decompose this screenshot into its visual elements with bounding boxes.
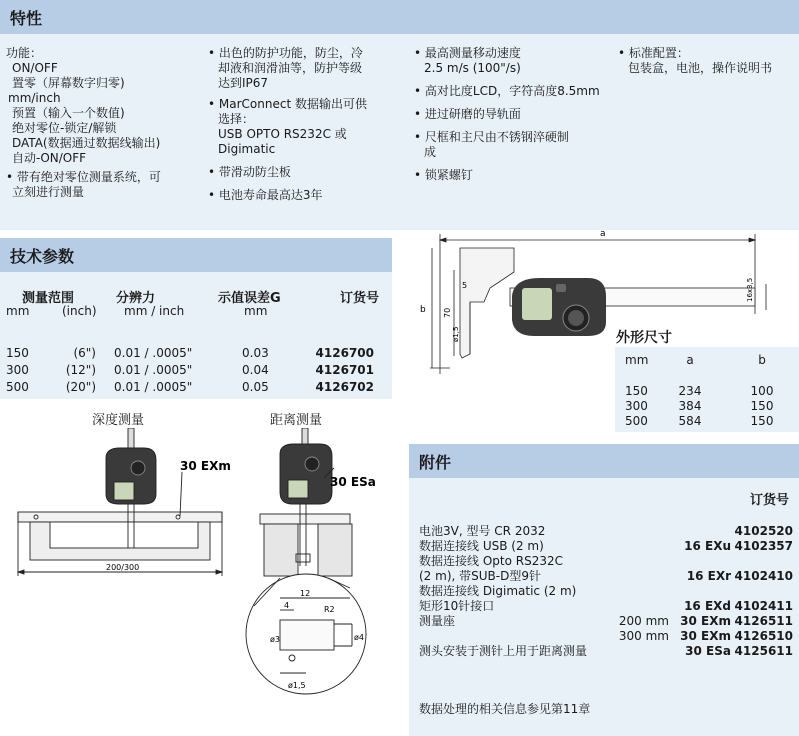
acc-name: 测量座 xyxy=(419,614,456,628)
dim-header: b xyxy=(758,353,766,367)
dim-header: a xyxy=(686,353,694,367)
list-item xyxy=(419,643,793,658)
feature-line: 成 xyxy=(424,145,437,159)
th-order: 订货号 xyxy=(340,291,380,306)
cell-res: 0.01 / .0005" xyxy=(114,345,193,360)
unit-err: mm xyxy=(244,304,268,318)
dim-b-label: b xyxy=(420,305,426,315)
table-row xyxy=(0,378,392,395)
accessories-title: 附件 xyxy=(419,452,452,472)
acc-order: 4102411 xyxy=(734,598,793,613)
dim-cell: 500 xyxy=(625,413,648,428)
accessories-note: 数据处理的相关信息参见第11章 xyxy=(419,702,591,716)
features-col4 xyxy=(618,46,772,76)
acc-size: 200 mm xyxy=(618,613,669,628)
depth-title: 深度测量 xyxy=(92,413,145,428)
cell-err: 0.05 xyxy=(242,379,269,394)
cell-err: 0.04 xyxy=(242,362,269,377)
dim-cell: 100 xyxy=(750,383,774,398)
feature-line: • 进过研磨的导轨面 xyxy=(414,107,521,121)
acc-name: (2 m), 带SUB-D型9针 xyxy=(419,569,541,583)
acc-size: 300 mm xyxy=(618,628,669,643)
dim-cell: 234 xyxy=(678,383,702,398)
accessories-list xyxy=(419,523,793,658)
cell-mm: 150 xyxy=(6,345,29,360)
dim-cell: 150 xyxy=(750,413,774,428)
feature-line: 却液和润滑油等，防护等级 xyxy=(218,61,363,75)
acc-name: 电池3V, 型号 CR 2032 xyxy=(419,524,546,538)
dim-cell: 584 xyxy=(678,413,702,428)
acc-name: 测头安装于测针上用于距离测量 xyxy=(419,644,588,658)
feature-line: 包装盒，电池，操作说明书 xyxy=(628,61,773,75)
detail-12: 12 xyxy=(300,589,311,598)
th-range: 测量范围 xyxy=(22,291,75,306)
feature-line: 功能： xyxy=(6,46,43,60)
feature-line: • 带滑动防尘板 xyxy=(208,165,291,179)
th-error: 示值误差G xyxy=(218,291,281,306)
feature-line: • MarConnect 数据输出可供 xyxy=(208,97,367,111)
dim-table xyxy=(615,351,799,428)
acc-code: 16 EXr xyxy=(686,568,731,583)
feature-line: 自动-ON/OFF xyxy=(12,151,87,165)
acc-order-header: 订货号 xyxy=(750,493,790,508)
feature-line: USB OPTO RS232C 或 xyxy=(218,127,347,141)
exm-label: 30 EXm xyxy=(180,459,231,473)
cell-order: 4126700 xyxy=(315,345,374,360)
acc-name: 矩形10针接口 xyxy=(419,599,495,613)
dim-5-label: 5 xyxy=(462,281,468,290)
feature-line: 2.5 m/s (100"/s) xyxy=(424,61,521,75)
table-row xyxy=(615,351,799,369)
features-col3 xyxy=(414,46,600,183)
table-row xyxy=(615,383,799,398)
acc-name: 数据连接线 USB (2 m) xyxy=(419,539,544,553)
tech-table xyxy=(0,344,392,395)
detail-d15: ø1,5 xyxy=(288,681,306,690)
tech-title: 技术参数 xyxy=(10,246,75,266)
list-item xyxy=(419,538,793,553)
th-resolution: 分辨力 xyxy=(116,291,156,306)
list-item xyxy=(419,583,793,598)
list-item xyxy=(419,613,793,628)
list-item xyxy=(419,598,793,613)
acc-order: 4126511 xyxy=(734,613,793,628)
acc-order: 4126510 xyxy=(734,628,793,643)
tech-header xyxy=(0,238,392,272)
feature-line: • 带有绝对零位测量系统，可 xyxy=(6,170,161,184)
feature-line: • 尺框和主尺由不锈钢淬硬制 xyxy=(414,130,569,144)
accessories-header xyxy=(409,444,799,478)
detail-d3: ø3 xyxy=(270,635,280,644)
list-item xyxy=(419,523,793,538)
acc-order: 4125611 xyxy=(734,643,793,658)
features-col1 xyxy=(6,46,161,200)
unit-mm: mm xyxy=(6,304,30,318)
dim-70-label: 70 xyxy=(443,307,452,318)
feature-line: 预置（输入一个数值) xyxy=(12,106,125,120)
feature-line: ON/OFF xyxy=(12,61,58,75)
distance-title: 距离测量 xyxy=(270,413,323,428)
cell-mm: 300 xyxy=(6,362,29,377)
esa-label: 30 ESa xyxy=(330,475,376,489)
cell-inch: (20") xyxy=(65,379,96,394)
list-item xyxy=(419,628,793,643)
feature-line: 绝对零位-锁定/解锁 xyxy=(12,121,117,135)
feature-line: 立刻进行测量 xyxy=(12,185,85,199)
cell-order: 4126702 xyxy=(315,379,374,394)
features-title: 特性 xyxy=(10,8,43,28)
list-item xyxy=(419,568,793,583)
feature-line: • 锁紧螺钉 xyxy=(414,168,473,182)
feature-line: 达到IP67 xyxy=(218,76,269,90)
detail-d4: ø4 xyxy=(354,633,364,642)
feature-line: DATA(数据通过数据线输出) xyxy=(12,136,161,150)
acc-code: 30 EXm xyxy=(680,613,731,628)
dim-header: mm xyxy=(625,353,649,367)
acc-code: 16 EXd xyxy=(684,598,731,613)
feature-line: • 出色的防护功能，防尘，冷 xyxy=(208,46,363,60)
acc-name: 数据连接线 Opto RS232C xyxy=(419,554,563,568)
cell-res: 0.01 / .0005" xyxy=(114,379,193,394)
feature-line: • 标准配置： xyxy=(618,46,689,60)
feature-line: 置零（屏幕数字归零) xyxy=(12,76,125,90)
feature-line: • 高对比度LCD，字符高度8.5mm xyxy=(414,84,600,98)
table-row xyxy=(0,344,392,361)
dim-15-label: ø1,5 xyxy=(452,326,460,342)
cell-inch: (12") xyxy=(65,362,96,377)
dim-cell: 384 xyxy=(678,398,702,413)
cell-res: 0.01 / .0005" xyxy=(114,362,193,377)
detail-r2: R2 xyxy=(324,605,335,614)
table-row xyxy=(615,398,799,413)
dim-16-label: 16x3,5 xyxy=(746,277,754,302)
unit-inch: (inch) xyxy=(62,304,97,318)
features-header xyxy=(0,0,799,34)
table-row xyxy=(0,361,392,378)
feature-line: 选择： xyxy=(218,112,255,126)
acc-order: 4102410 xyxy=(734,568,793,583)
depth-diagram xyxy=(10,428,240,578)
acc-name: 数据连接线 Digimatic (2 m) xyxy=(419,584,577,598)
acc-order: 4102520 xyxy=(734,523,793,538)
dimensions-title: 外形尺寸 xyxy=(616,330,672,346)
dim-a-label: a xyxy=(600,229,606,239)
dim-cell: 150 xyxy=(750,398,774,413)
dim-cell: 300 xyxy=(625,398,648,413)
caliper-body xyxy=(512,278,606,336)
dim-cell: 150 xyxy=(625,383,648,398)
acc-code: 30 EXm xyxy=(680,628,731,643)
cell-inch: (6") xyxy=(73,345,96,360)
unit-res: mm / inch xyxy=(124,304,185,318)
distance-diagram xyxy=(240,428,405,734)
list-item xyxy=(419,553,793,568)
detail-4a: 4 xyxy=(284,601,290,610)
feature-line: Digimatic xyxy=(218,142,276,156)
cell-mm: 500 xyxy=(6,379,29,394)
acc-code: 16 EXu xyxy=(684,538,731,553)
range-label: 200/300 xyxy=(106,563,140,572)
feature-line: • 电池寿命最高达3年 xyxy=(208,188,323,202)
cell-order: 4126701 xyxy=(315,362,374,377)
feature-line: • 最高测量移动速度 xyxy=(414,46,521,60)
cell-err: 0.03 xyxy=(242,345,269,360)
acc-code: 30 ESa xyxy=(685,643,731,658)
feature-line: mm/inch xyxy=(8,91,61,105)
acc-order: 4102357 xyxy=(734,538,793,553)
table-row xyxy=(615,413,799,428)
features-col2 xyxy=(208,46,367,203)
